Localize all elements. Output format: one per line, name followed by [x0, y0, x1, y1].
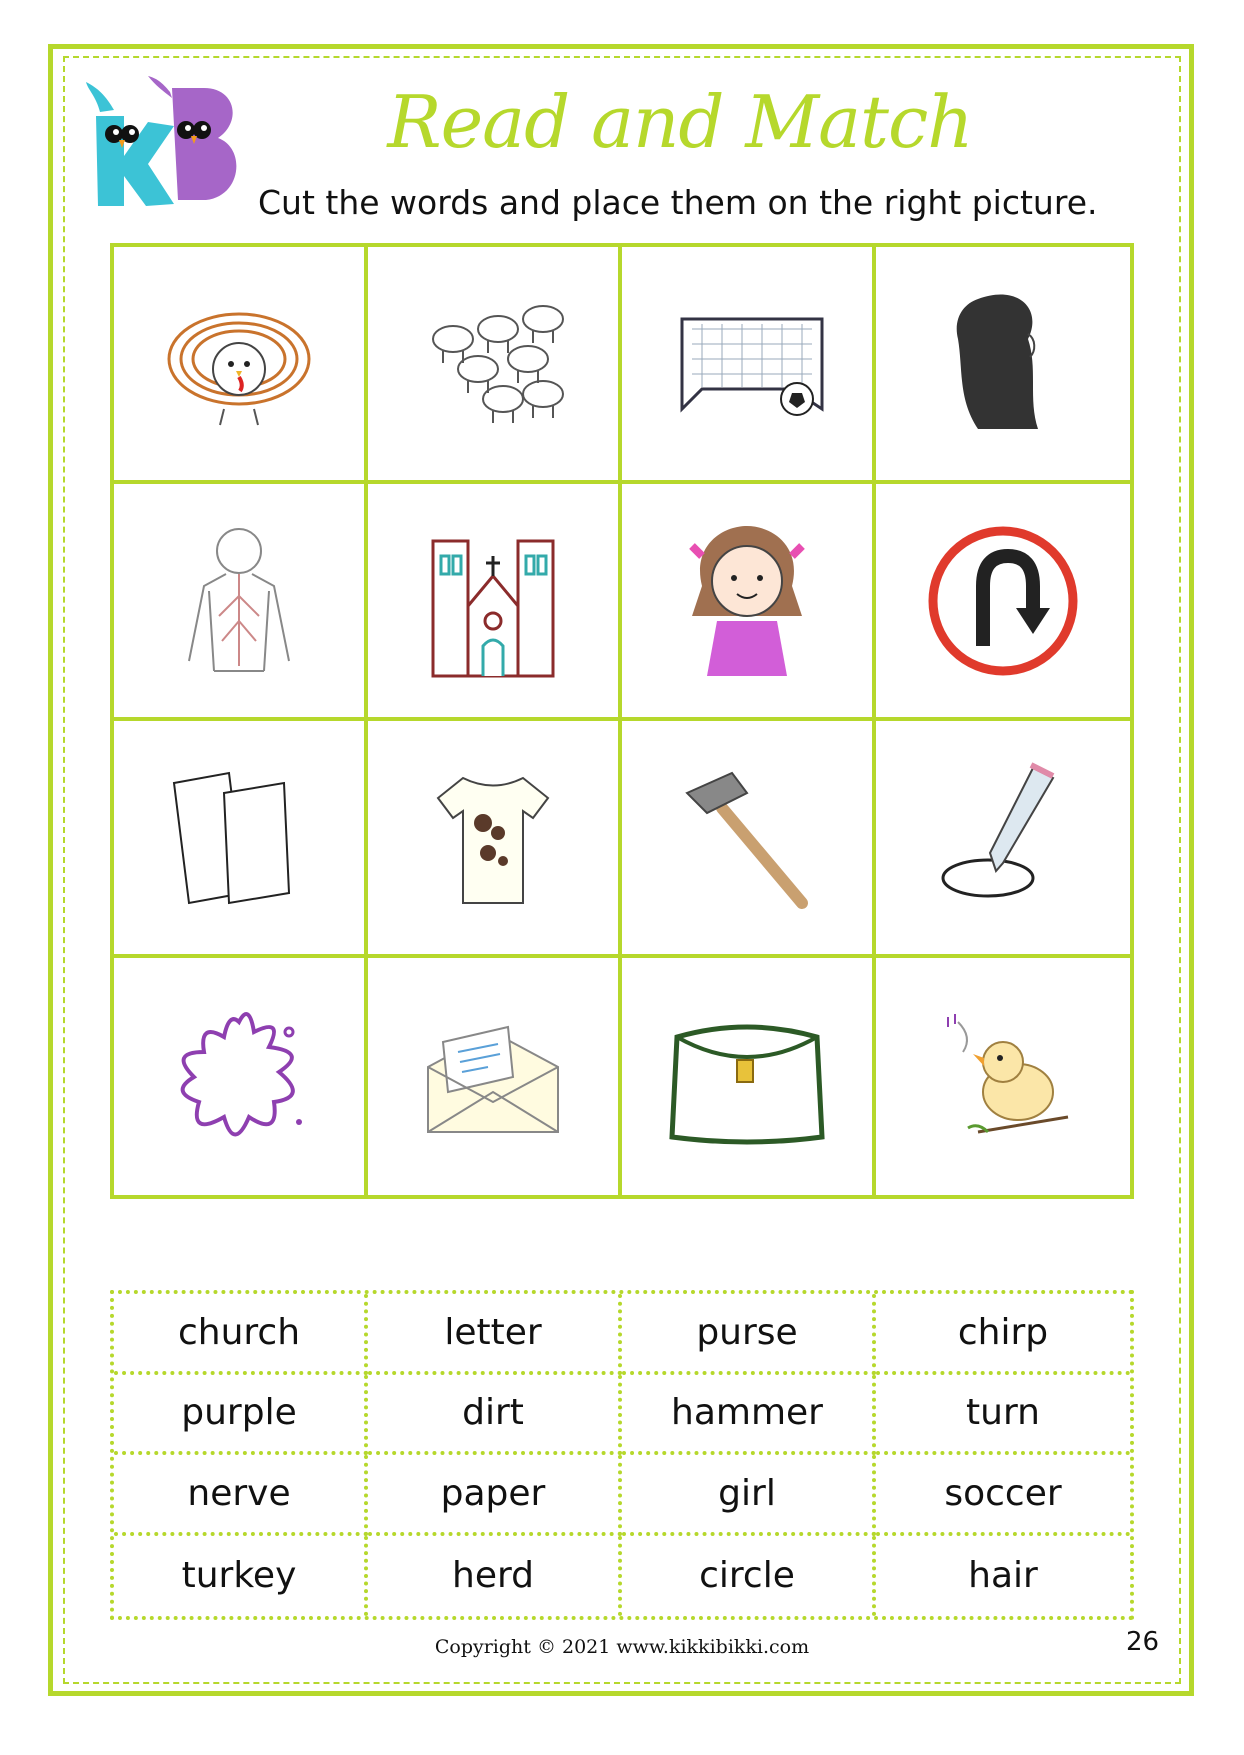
- dirt-shirt-icon: [408, 753, 578, 923]
- word-card[interactable]: purple: [114, 1375, 368, 1456]
- picture-cell: [622, 247, 876, 484]
- soccer-goal-icon: [662, 279, 832, 449]
- picture-cell: [876, 247, 1130, 484]
- hammer-icon: [662, 753, 832, 923]
- picture-cell: [622, 721, 876, 958]
- picture-cell: [876, 721, 1130, 958]
- word-card[interactable]: turn: [876, 1375, 1130, 1456]
- chirp-bird-icon: [918, 992, 1088, 1162]
- girl-icon: [662, 516, 832, 686]
- picture-cell: [368, 247, 622, 484]
- picture-cell: [622, 958, 876, 1195]
- kb-logo: [86, 76, 246, 214]
- picture-cell: [368, 484, 622, 721]
- purse-icon: [662, 992, 832, 1162]
- picture-cell: [876, 484, 1130, 721]
- paper-icon: [154, 753, 324, 923]
- purple-splash-icon: [154, 992, 324, 1162]
- word-card[interactable]: hair: [968, 1555, 1038, 1597]
- word-card[interactable]: soccer: [876, 1455, 1130, 1536]
- turn-sign-icon: [918, 516, 1088, 686]
- circle-pencil-icon: [918, 753, 1088, 923]
- picture-cell: [876, 958, 1130, 1195]
- turkey-icon: [154, 279, 324, 449]
- instruction-text: Cut the words and place them on the right picture.: [258, 183, 1098, 222]
- sheep-herd-icon: [408, 279, 578, 449]
- hair-icon: [918, 279, 1088, 449]
- word-card[interactable]: paper: [368, 1455, 622, 1536]
- picture-cell: [114, 958, 368, 1195]
- word-card[interactable]: hammer: [622, 1375, 876, 1456]
- word-card[interactable]: circle: [622, 1536, 876, 1617]
- word-card[interactable]: girl: [622, 1455, 876, 1536]
- word-card[interactable]: turkey: [114, 1536, 368, 1617]
- word-card[interactable]: chirp: [876, 1294, 1130, 1375]
- word-card[interactable]: dirt: [368, 1375, 622, 1456]
- picture-grid: [110, 243, 1134, 1199]
- picture-cell: [114, 484, 368, 721]
- word-card[interactable]: herd: [368, 1536, 622, 1617]
- nerve-icon: [154, 516, 324, 686]
- picture-cell: [368, 721, 622, 958]
- word-card[interactable]: church: [114, 1294, 368, 1375]
- word-card[interactable]: purse: [622, 1294, 876, 1375]
- word-grid: [110, 1290, 1134, 1620]
- page-number: 26: [1126, 1627, 1160, 1657]
- page-title: Read and Match: [387, 80, 973, 164]
- copyright-text: Copyright © 2021 www.kikkibikki.com: [434, 1636, 810, 1658]
- picture-cell: [368, 958, 622, 1195]
- church-icon: [408, 516, 578, 686]
- letter-icon: [408, 992, 578, 1162]
- word-card[interactable]: nerve: [114, 1455, 368, 1536]
- word-card[interactable]: letter: [368, 1294, 622, 1375]
- picture-cell: [622, 484, 876, 721]
- picture-cell: [114, 721, 368, 958]
- picture-cell: [114, 247, 368, 484]
